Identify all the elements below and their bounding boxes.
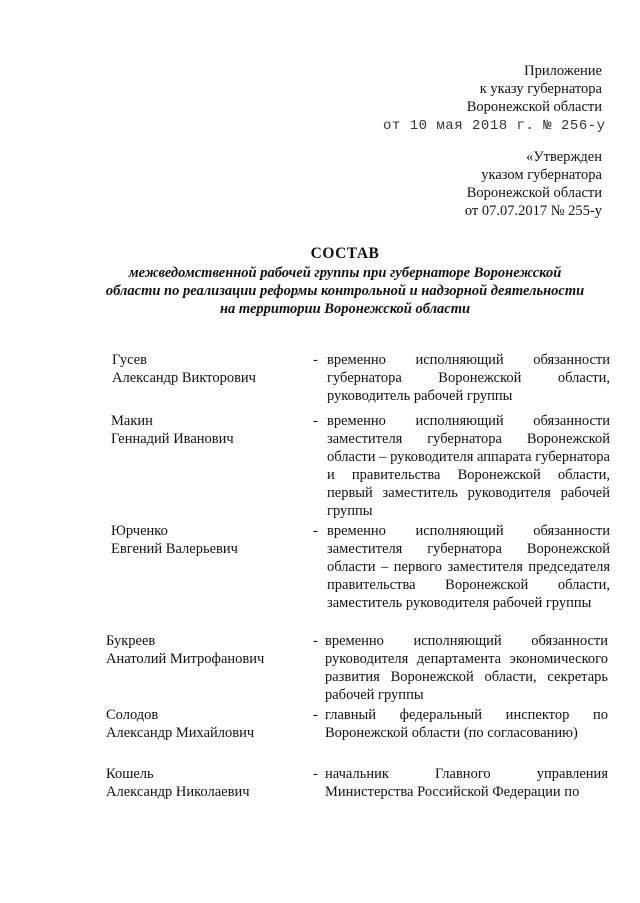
member-given-names: Анатолий Митрофанович [106,651,265,667]
member-given-names: Геннадий Иванович [111,431,234,447]
title-main: СОСТАВ [310,245,380,262]
member-role: начальник Главного управления Министерства Российской Федерации по [325,766,608,800]
member-name [106,765,306,801]
member-given-names: Евгений Валерьевич [111,541,238,557]
approved-line: «Утвержден [526,149,602,165]
member-role: временно исполняющий обязанности заместителя губернатора Воронежской области – руководителя аппарата губернатора и правительства Воронежской области, первый заместитель руководителя рабочей группы [327,413,610,519]
member-surname: Макин [111,413,153,429]
appendix-block [467,62,602,116]
member-role: главный федеральный инспектор по Воронежской области (по согласованию) [325,707,608,741]
member-name [112,351,312,387]
member-surname: Кошель [106,766,154,782]
title-sub-line: области по реализации реформы контрольной и надзорной деятельности [105,283,585,299]
appendix-line: Приложение [524,63,602,79]
approved-block [465,148,602,220]
member-dash: - [313,352,318,368]
member-surname: Гусев [112,352,147,368]
member-role: временно исполняющий обязанности заместителя губернатора Воронежской области – первого заместителя председателя правительства Воронежской области, заместитель руководителя рабочей группы [327,523,610,611]
member-surname: Юрченко [111,523,168,539]
member-name [106,632,306,668]
member-role: временно исполняющий обязанности руководителя департамента экономического развития Воронежской области, секретарь рабочей группы [325,633,608,703]
title-sub-line: на территории Воронежской области [219,301,471,317]
approved-line: от 07.07.2017 № 255-у [464,203,602,219]
member-dash: - [313,413,318,429]
member-surname: Солодов [106,707,159,723]
approved-line: указом губернатора [481,167,602,183]
document-title [100,244,590,318]
member-role: временно исполняющий обязанности губернатора Воронежской области, руководитель рабочей группы [327,352,610,404]
title-sub-line: межведомственной рабочей группы при губернаторе Воронежской [128,265,562,281]
member-dash: - [313,707,318,723]
member-given-names: Александр Викторович [112,370,256,386]
member-dash: - [313,766,318,782]
member-given-names: Александр Николаевич [106,784,250,800]
member-name [111,522,311,558]
appendix-line: Воронежской области [466,99,602,115]
member-given-names: Александр Михайлович [106,725,255,741]
approved-line: Воронежской области [466,185,602,201]
appendix-line: к указу губернатора [479,81,602,97]
member-dash: - [313,633,318,649]
registration-stamp: от 10 мая 2018 г. № 256-у [383,118,606,134]
member-name [106,706,306,742]
member-surname: Букреев [106,633,156,649]
member-dash: - [313,523,318,539]
member-name [111,412,311,448]
